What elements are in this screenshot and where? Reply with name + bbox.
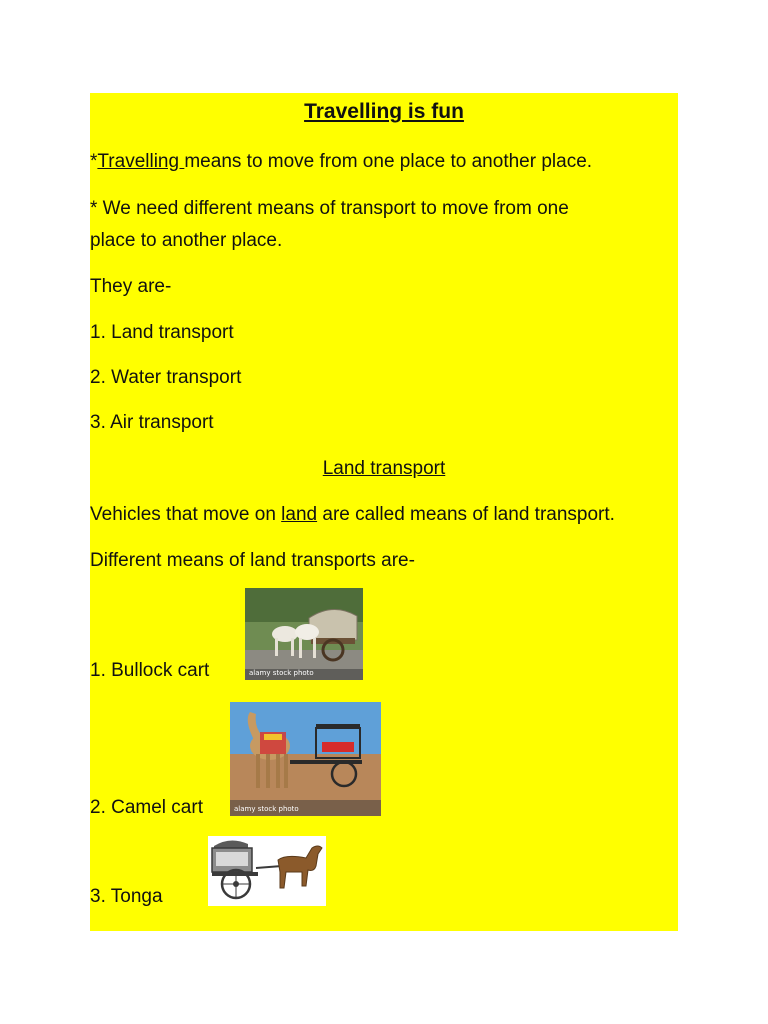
definition-term: land	[281, 504, 318, 525]
definition-line	[90, 502, 615, 528]
bullock-cart-watermark: alamy stock photo	[249, 669, 314, 677]
intro-line	[90, 149, 592, 175]
page-title: Travelling is fun	[304, 100, 464, 123]
need-line-2: place to another place.	[90, 230, 283, 251]
tonga-image	[208, 836, 326, 906]
section-heading: Land transport	[322, 458, 446, 479]
bullock-cart-image	[245, 588, 363, 680]
worksheet-panel	[90, 93, 678, 931]
intro-star: *	[90, 151, 98, 172]
transport-type-water: 2. Water transport	[90, 367, 242, 388]
list-intro: Different means of land transports are-	[90, 550, 415, 571]
vehicle-label-tonga: 3. Tonga	[90, 886, 163, 907]
intro-rest: means to move from one place to another place.	[184, 151, 593, 172]
vehicle-label-camel-cart: 2. Camel cart	[90, 797, 203, 818]
need-line-1: * We need different means of transport to move from one	[90, 198, 569, 219]
camel-cart-image	[230, 702, 381, 816]
transport-type-air: 3. Air transport	[90, 412, 214, 433]
intro-term: Travelling	[97, 151, 185, 172]
they-are-label: They are-	[90, 276, 172, 297]
camel-cart-watermark: alamy stock photo	[234, 805, 299, 813]
definition-after: are called means of land transport.	[317, 504, 615, 525]
definition-before: Vehicles that move on	[90, 504, 282, 525]
transport-type-land: 1. Land transport	[90, 322, 234, 343]
vehicle-label-bullock-cart: 1. Bullock cart	[90, 660, 210, 681]
